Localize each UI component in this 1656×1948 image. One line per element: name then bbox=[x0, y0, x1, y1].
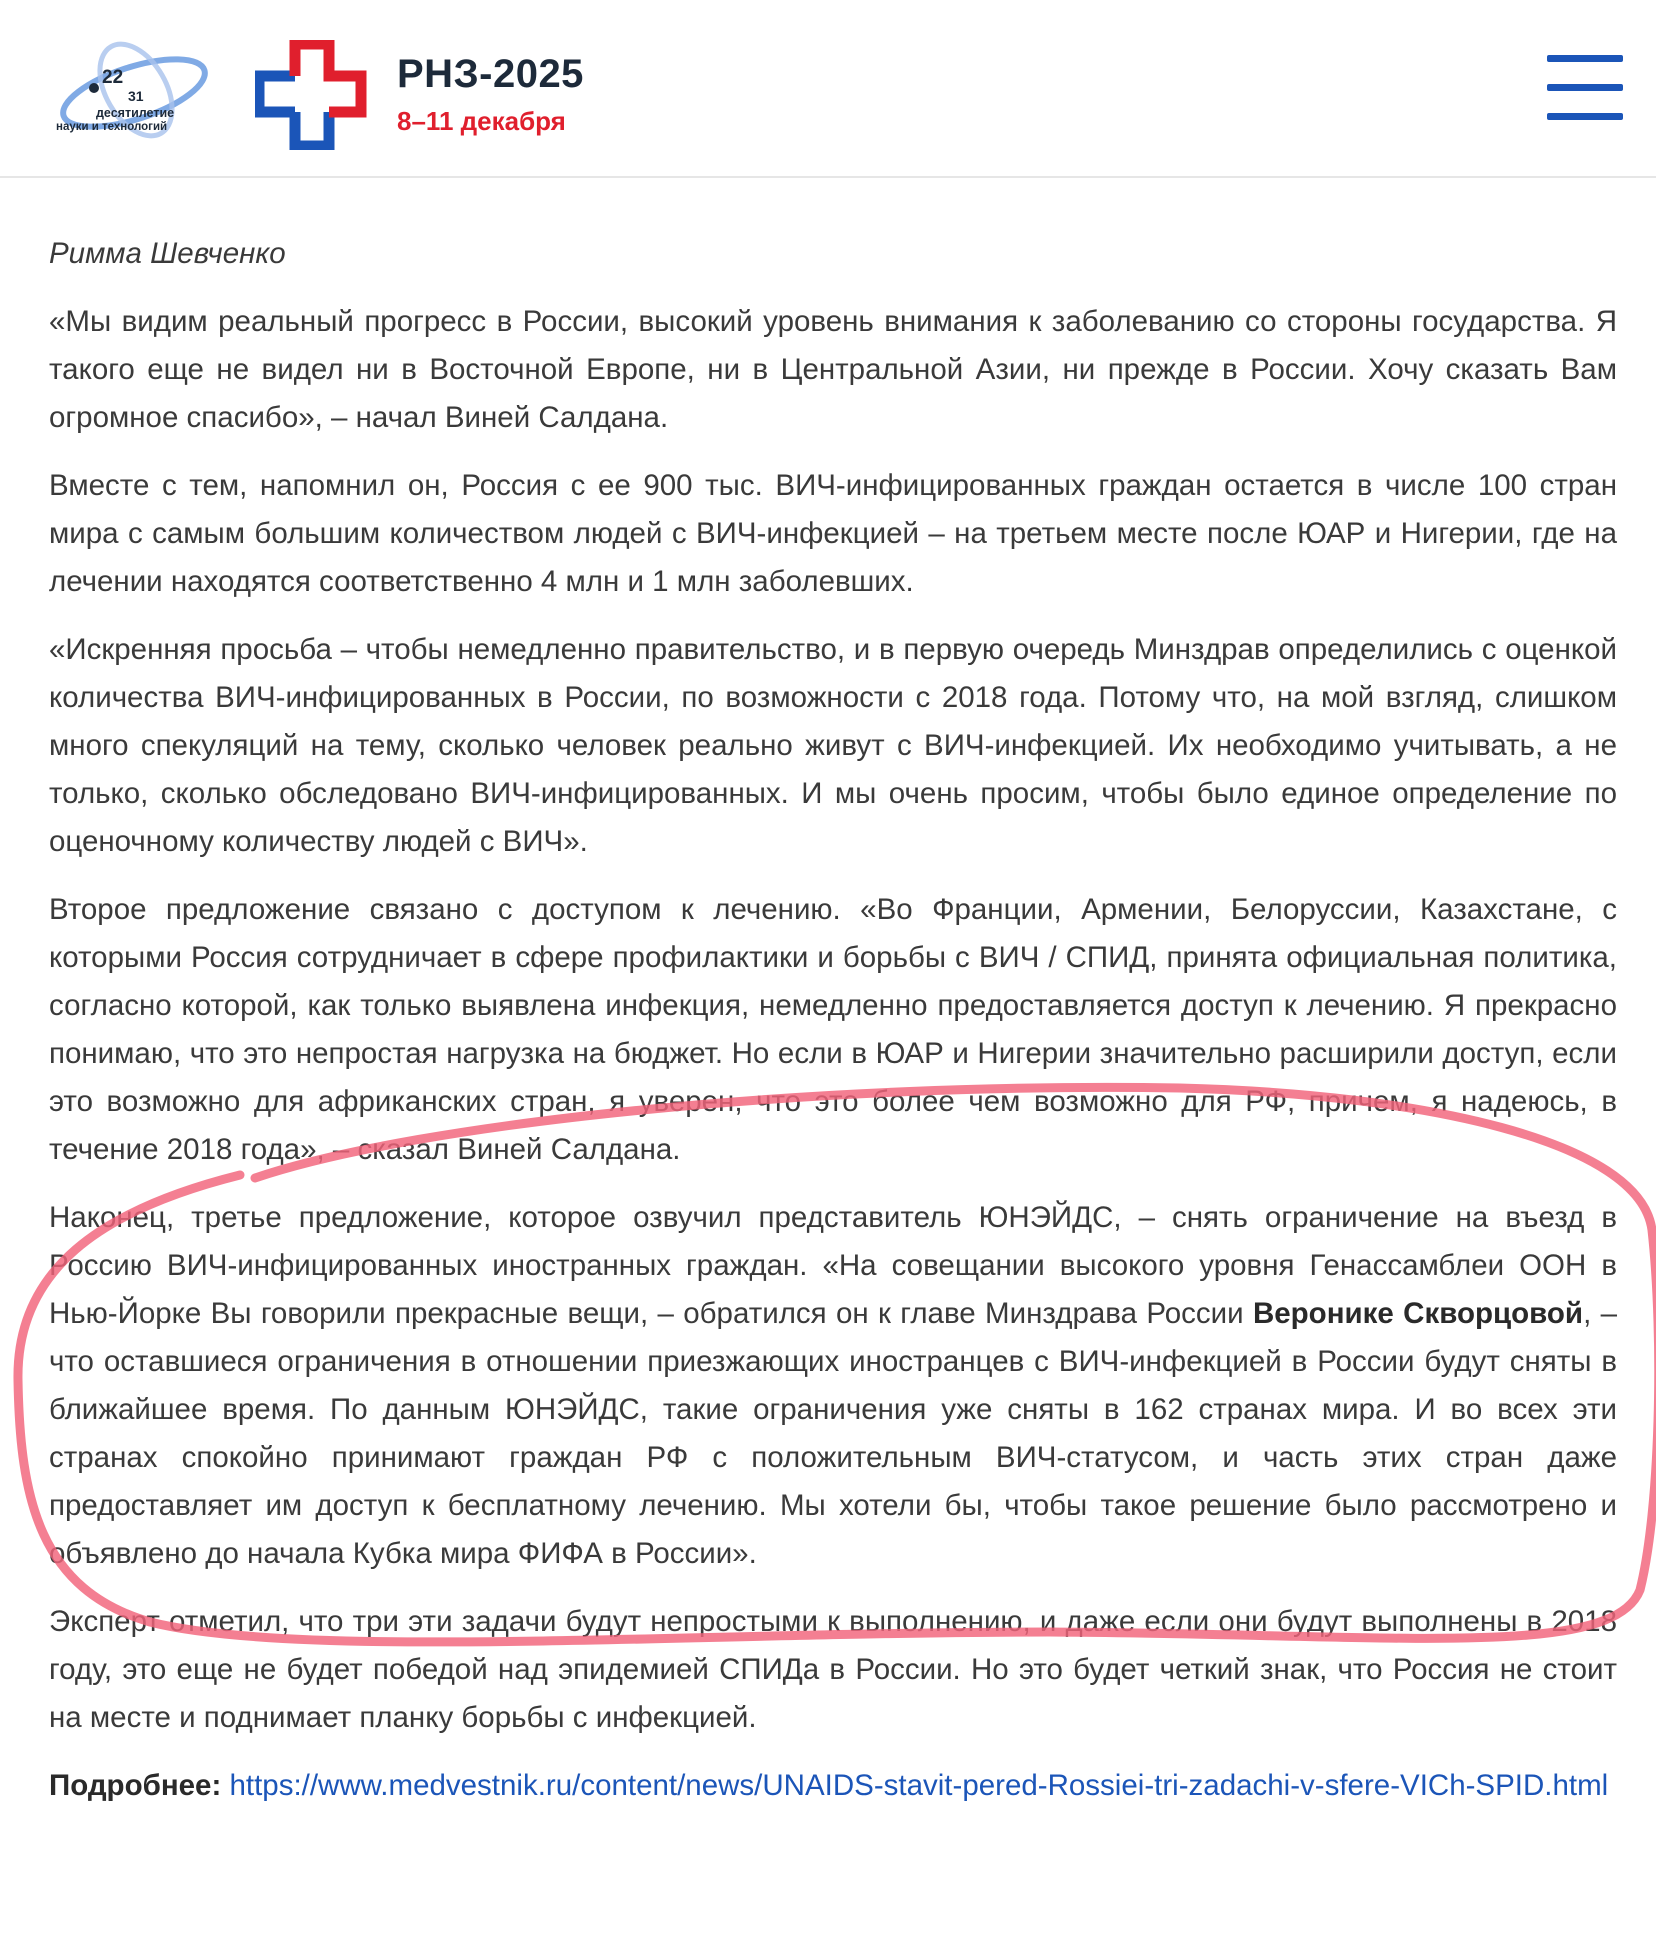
minister-name: Веронике Скворцовой bbox=[1252, 1297, 1584, 1330]
site-header bbox=[0, 0, 1656, 178]
brand-block[interactable] bbox=[397, 50, 584, 138]
article-paragraph-2: Вместе с тем, напомнил он, Россия с ее 900 тыс. ВИЧ-инфицированных граждан остается в числе 100 стран мира с самым большим количеством людей с ВИЧ-инфекцией – на третьем месте после ЮАР и Нигерии, где на лечении находятся соответственно 4 млн и 1 млн заболевших. bbox=[49, 469, 1617, 598]
event-title: РНЗ-2025 bbox=[397, 52, 584, 96]
rnz-cross-logo[interactable] bbox=[255, 40, 367, 150]
article-paragraph-6: Эксперт отметил, что три эти задачи будут непростыми к выполнению, и даже если они будут выполнены в 2018 году, это еще не будет победой над эпидемией СПИДа в России. Но это будет четкий знак, что Россия не стоит на месте и поднимает планку борьбы с инфекцией. bbox=[49, 1605, 1617, 1734]
menu-line-bottom bbox=[1547, 113, 1623, 120]
article-paragraph-3: «Искренняя просьба – чтобы немедленно правительство, и в первую очередь Минздрав определились с оценкой количества ВИЧ-инфицированных в России, по возможности с 2018 года. Потому что, на мой взгляд, слишком много спекуляций на тему, сколько человек реально живут с ВИЧ-инфекцией. Их необходимо учитывать, а не только, сколько обследовано ВИЧ-инфицированных. И мы очень просим, чтобы было единое определение по оценочному количеству людей с ВИЧ». bbox=[49, 633, 1617, 858]
article-body bbox=[49, 230, 1617, 1830]
menu-line-middle bbox=[1547, 84, 1623, 91]
article-author: Римма Шевченко bbox=[49, 237, 286, 270]
article-paragraph-5 bbox=[49, 1194, 1617, 1578]
hamburger-icon[interactable] bbox=[1547, 55, 1623, 121]
source-link[interactable]: https://www.medvestnik.ru/content/news/UNAIDS-stavit-pered-Rossiei-tri-zadachi-v-sfere-VICh-SPID.html bbox=[229, 1769, 1609, 1802]
decade-of-science-logo[interactable] bbox=[54, 38, 214, 148]
article-paragraph-4: Второе предложение связано с доступом к лечению. «Во Франции, Армении, Белоруссии, Казахстане, с которыми Россия сотрудничает в сфере профилактики и борьбы с ВИЧ / СПИД, принята официальная политика, согласно которой, как только выявлена инфекция, немедленно предоставляется доступ к лечению. Я прекрасно понимаю, что это непростая нагрузка на бюджет. Но если в ЮАР и Нигерии значительно расширили доступ, если это возможно для африканских стран, я уверен, что это более чем возможно для РФ, причем, я надеюсь, в течение 2018 года», – сказал Виней Салдана. bbox=[49, 893, 1617, 1166]
article-paragraph-1: «Мы видим реальный прогресс в России, высокий уровень внимания к заболеванию со стороны государства. Я такого еще не видел ни в Восточной Европе, ни в Центральной Азии, ни прежде в России. Хочу сказать Вам огромное спасибо», – начал Виней Салдана. bbox=[49, 305, 1617, 434]
decade-logo-line2: науки и технологий bbox=[56, 121, 168, 133]
source-line bbox=[49, 1762, 1617, 1810]
event-dates: 8–11 декабря bbox=[397, 106, 566, 136]
decade-logo-line1: десятилетие bbox=[96, 106, 175, 120]
menu-line-top bbox=[1547, 55, 1623, 62]
source-label: Подробнее: bbox=[49, 1769, 222, 1802]
decade-logo-numbers-top: 22 bbox=[102, 67, 124, 88]
paragraph-5-end: , – что оставшиеся ограничения в отношении приезжающих иностранцев с ВИЧ-инфекцией в России будут сняты в ближайшее время. По данным ЮНЭЙДС, такие ограничения уже сняты в 162 странах мира. И во всех эти странах спокойно принимают граждан РФ с положительным ВИЧ-статусом, и часть этих стран даже предоставляет им доступ к бесплатному лечению. Мы хотели бы, чтобы такое решение было рассмотрено и объявлено до начала Кубка мира ФИФА в России». bbox=[49, 1297, 1617, 1570]
paragraph-5-start: Наконец, третье предложение, которое озвучил представитель ЮНЭЙДС, – снять ограничение на въезд в Россию ВИЧ-инфицированных иностранных граждан. «На совещании высокого уровня Генассамблеи ООН в Нью-Йорке Вы говорили прекрасные вещи, – обратился он к главе Минздрава России bbox=[49, 1201, 1617, 1330]
decade-logo-numbers-bottom: 31 bbox=[128, 88, 144, 104]
